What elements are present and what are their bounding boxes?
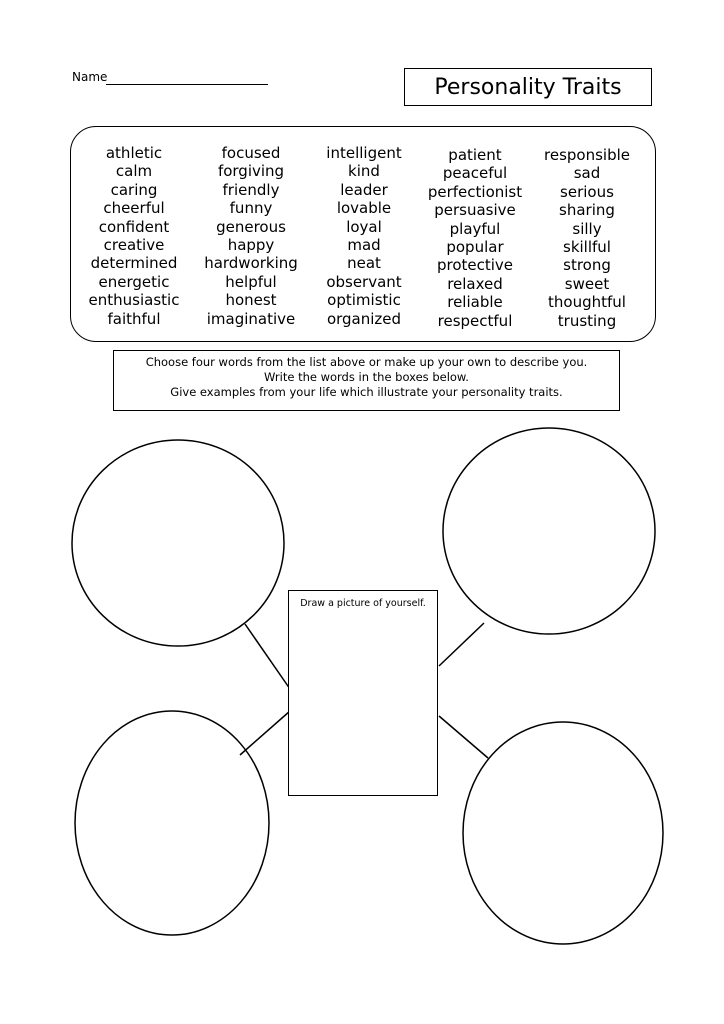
word-item: neat	[347, 254, 381, 273]
word-item: reliable	[447, 293, 503, 312]
word-item: calm	[115, 162, 153, 181]
word-item: cheerful	[103, 199, 165, 218]
word-item: energetic	[98, 272, 170, 291]
word-item: enthusiastic	[88, 291, 180, 310]
word-item: optimistic	[327, 291, 401, 310]
word-item: popular	[446, 238, 504, 257]
word-item: responsible	[544, 146, 630, 164]
word-item: caring	[110, 180, 158, 199]
trait-circle-top-left[interactable]	[72, 440, 284, 646]
page-title: Personality Traits	[404, 68, 652, 106]
word-item: skillful	[563, 238, 611, 257]
connector-line-bottom-right	[439, 716, 488, 758]
word-item: trusting	[557, 311, 617, 330]
word-item: focused	[221, 144, 281, 162]
instruction-line-2: Write the words in the boxes below.	[264, 370, 469, 384]
word-item: perfectionist	[427, 182, 523, 201]
self-portrait-box[interactable]	[288, 590, 438, 796]
word-item: respectful	[437, 311, 513, 330]
word-item: silly	[572, 219, 602, 238]
word-item: thoughtful	[548, 293, 626, 312]
word-item: faithful	[107, 309, 161, 328]
word-item: patient	[448, 146, 502, 164]
word-item: confident	[98, 217, 170, 236]
word-item: helpful	[225, 272, 277, 291]
word-item: lovable	[336, 199, 392, 218]
word-item: loyal	[346, 217, 382, 236]
instruction-line-3: Give examples from your life which illustrate your personality traits.	[170, 385, 563, 399]
word-item: hardworking	[204, 254, 298, 273]
trait-circle-top-right[interactable]	[443, 428, 655, 634]
word-item: funny	[229, 199, 273, 218]
word-item: kind	[348, 162, 380, 181]
connector-line-top-left	[245, 624, 290, 689]
word-item: determined	[90, 254, 178, 273]
word-item: protective	[436, 256, 514, 275]
word-item: strong	[563, 256, 611, 275]
instruction-line-1: Choose four words from the list above or make up your own to describe you.	[145, 355, 588, 369]
self-portrait-label: Draw a picture of yourself.	[300, 598, 426, 609]
word-item: sweet	[564, 274, 610, 293]
name-label: Name	[72, 70, 108, 84]
trait-circle-bottom-right[interactable]	[463, 722, 663, 944]
trait-circle-bottom-left[interactable]	[75, 711, 269, 935]
word-item: sharing	[559, 201, 615, 220]
word-item: generous	[216, 217, 286, 236]
word-item: imaginative	[206, 309, 296, 328]
word-item: serious	[560, 182, 614, 201]
word-item: creative	[103, 236, 165, 255]
word-item: athletic	[105, 144, 163, 162]
word-item: honest	[225, 291, 277, 310]
word-item: playful	[449, 219, 501, 238]
word-item: relaxed	[447, 274, 503, 293]
word-item: observant	[326, 272, 402, 291]
word-item: happy	[227, 236, 275, 255]
word-item: sad	[573, 164, 601, 183]
connector-line-bottom-left	[240, 711, 290, 755]
word-item: intelligent	[326, 144, 402, 162]
word-item: forgiving	[217, 162, 285, 181]
word-item: persuasive	[434, 201, 516, 220]
word-item: mad	[347, 236, 381, 255]
word-item: leader	[340, 180, 388, 199]
connector-line-top-right	[439, 623, 484, 666]
word-item: organized	[326, 309, 402, 328]
word-item: peaceful	[442, 164, 508, 183]
word-item: friendly	[222, 180, 280, 199]
